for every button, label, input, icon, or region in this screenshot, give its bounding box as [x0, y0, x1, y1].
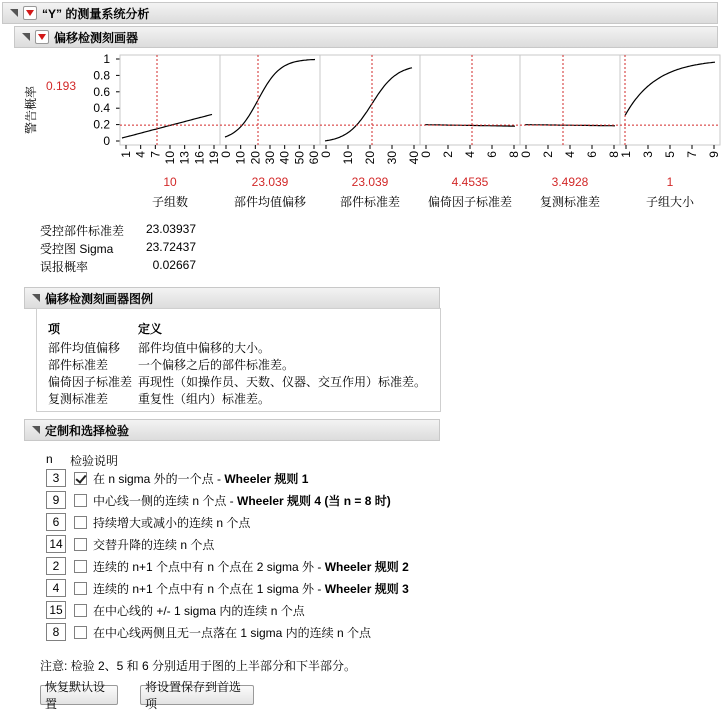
- test-description: 交替升降的连续 n 个点: [93, 537, 215, 552]
- stat-value: 23.72437: [145, 240, 196, 254]
- test-checkbox[interactable]: [74, 516, 87, 529]
- report-title: “Y” 的测量系统分析: [42, 6, 150, 21]
- tests-col-n: n: [46, 452, 53, 466]
- x-tick-label: 13: [177, 151, 192, 165]
- factor-label: 子组大小: [645, 195, 694, 209]
- test-description: 在 n sigma 外的一个点 -: [93, 471, 225, 486]
- x-tick-label: 5: [663, 151, 677, 158]
- x-tick-label: 8: [607, 151, 621, 158]
- x-tick-label: 3: [641, 151, 655, 158]
- x-tick-label: 20: [363, 151, 377, 165]
- test-row: [46, 513, 250, 531]
- stat-row: [40, 222, 220, 240]
- collapse-triangle-icon[interactable]: [31, 293, 41, 303]
- x-tick-label: 9: [707, 151, 721, 158]
- test-rule-name: Wheeler 规则 3: [324, 581, 409, 596]
- legend-item: 部件标准差: [48, 358, 109, 372]
- collapse-triangle-icon[interactable]: [31, 425, 41, 435]
- x-tick-label: 20: [248, 151, 263, 165]
- x-tick-label: 0: [519, 151, 533, 158]
- x-tick-label: 2: [541, 151, 555, 158]
- stat-row: [40, 240, 220, 258]
- collapse-triangle-icon[interactable]: [9, 8, 19, 18]
- test-row: [46, 579, 409, 597]
- y-current-value: 0.193: [46, 79, 77, 93]
- factor-value[interactable]: 4.4535: [451, 175, 489, 189]
- stat-value: 0.02667: [152, 258, 196, 272]
- legend-title: 偏移检测刻画器图例: [45, 291, 154, 306]
- test-n-input[interactable]: 14: [46, 535, 66, 553]
- legend-item: 部件均值偏移: [48, 341, 121, 355]
- test-description: 持续增大或减小的连续 n 个点: [93, 515, 251, 530]
- stat-label: 误报概率: [40, 260, 89, 274]
- x-tick-label: 30: [263, 151, 277, 165]
- test-description: 在中心线的 +/- 1 sigma 内的连续 n 个点: [93, 603, 305, 618]
- test-n-input[interactable]: 15: [46, 601, 66, 619]
- x-tick-label: 50: [292, 151, 307, 165]
- test-rule-name: Wheeler 规则 1: [224, 471, 309, 486]
- legend-item: 偏倚因子标准差: [48, 375, 133, 389]
- test-description: 连续的 n+1 个点中有 n 个点在 2 sigma 外 -: [93, 559, 325, 574]
- factor-value[interactable]: 23.039: [351, 175, 389, 189]
- legend-definition: 一个偏移之后的部件标准差。: [138, 358, 295, 372]
- profiler-plot[interactable]: [93, 52, 722, 175]
- profiler-title: 偏移检测刻画器: [54, 30, 139, 45]
- x-tick-label: 2: [441, 151, 455, 158]
- x-tick-label: 6: [485, 151, 499, 158]
- legend-item: 复测标准差: [48, 392, 109, 406]
- test-description: 连续的 n+1 个点中有 n 个点在 1 sigma 外 -: [93, 581, 325, 596]
- test-n-input[interactable]: 4: [46, 579, 66, 597]
- y-tick-label: 0.8: [93, 68, 110, 83]
- x-tick-label: 0: [419, 151, 433, 158]
- test-checkbox[interactable]: [74, 582, 87, 595]
- test-n-input[interactable]: 9: [46, 491, 66, 509]
- save-preferences-button[interactable]: 将设置保存到首选项: [140, 685, 254, 705]
- test-n-input[interactable]: 6: [46, 513, 66, 531]
- legend-header[interactable]: [24, 287, 440, 309]
- legend-box: [36, 308, 441, 412]
- test-n-input[interactable]: 8: [46, 623, 66, 641]
- x-tick-label: 40: [407, 151, 421, 165]
- test-description: 中心线一侧的连续 n 个点 -: [93, 493, 238, 508]
- test-row: [46, 469, 308, 487]
- report-header[interactable]: [2, 2, 718, 24]
- profiler-panel: [320, 55, 420, 145]
- tests-col-desc: 检验说明: [70, 454, 119, 468]
- test-checkbox[interactable]: [74, 472, 87, 485]
- x-tick-label: 0: [319, 151, 333, 158]
- test-row: [46, 535, 214, 553]
- tests-title: 定制和选择检验: [45, 423, 130, 438]
- y-tick-label: 0: [103, 134, 110, 148]
- x-tick-label: 0: [219, 151, 233, 158]
- legend-definition: 部件均值中偏移的大小。: [138, 341, 271, 355]
- legend-col-def: 定义: [138, 322, 163, 336]
- collapse-triangle-icon[interactable]: [21, 32, 31, 42]
- x-tick-label: 6: [585, 151, 599, 158]
- test-checkbox[interactable]: [74, 560, 87, 573]
- x-tick-label: 1: [619, 151, 633, 158]
- x-tick-label: 4: [563, 151, 577, 158]
- y-axis-label: [18, 82, 46, 142]
- test-n-input[interactable]: 3: [46, 469, 66, 487]
- tests-header[interactable]: [24, 419, 440, 441]
- x-tick-label: 60: [307, 151, 321, 165]
- x-tick-label: 19: [207, 151, 221, 165]
- y-tick-label: 0.2: [93, 117, 110, 132]
- legend-col-item: 项: [48, 322, 61, 336]
- red-triangle-menu-icon[interactable]: [23, 6, 37, 20]
- y-tick-label: 0.6: [93, 84, 110, 99]
- factor-label: 子组数: [151, 195, 188, 209]
- legend-definition: 重复性（组内）标准差。: [138, 392, 271, 406]
- stat-label: 受控部件标准差: [40, 224, 125, 238]
- x-tick-label: 30: [385, 151, 399, 165]
- factor-value[interactable]: 23.039: [251, 175, 289, 189]
- tests-note: 注意: 检验 2、5 和 6 分别适用于图的上半部分和下半部分。: [40, 659, 357, 673]
- x-tick-label: 1: [119, 151, 133, 158]
- x-tick-label: 4: [133, 151, 148, 158]
- y-axis-label-text: 警告概率: [24, 85, 38, 134]
- y-tick-label: 0.4: [93, 101, 110, 116]
- x-tick-label: 10: [163, 151, 177, 165]
- stat-value: 23.03937: [145, 222, 196, 236]
- test-checkbox[interactable]: [74, 494, 87, 507]
- red-triangle-menu-icon[interactable]: [35, 30, 49, 44]
- reset-defaults-button[interactable]: 恢复默认设置: [40, 685, 118, 705]
- factor-value[interactable]: 10: [163, 175, 177, 189]
- test-row: [46, 491, 391, 509]
- factor-label: 偏倚因子标准差: [427, 195, 512, 209]
- x-tick-label: 16: [192, 151, 207, 165]
- profiler-header[interactable]: [14, 26, 718, 48]
- test-row: [46, 557, 409, 575]
- test-n-input[interactable]: 2: [46, 557, 66, 575]
- x-tick-label: 7: [148, 151, 163, 158]
- test-rule-name: Wheeler 规则 2: [324, 559, 409, 574]
- factor-value[interactable]: 3.4928: [551, 175, 589, 189]
- stat-label: 受控图 Sigma: [40, 242, 114, 256]
- test-row: [46, 623, 371, 641]
- x-tick-label: 4: [463, 151, 477, 158]
- x-tick-label: 8: [507, 151, 521, 158]
- factor-label: 部件标准差: [339, 195, 400, 209]
- profiler-panel: [520, 55, 620, 145]
- profiler-panel: [420, 55, 520, 145]
- y-tick-label: 1: [103, 52, 110, 66]
- test-checkbox[interactable]: [74, 538, 87, 551]
- factor-value[interactable]: 1: [666, 175, 674, 189]
- test-description: 在中心线两侧且无一点落在 1 sigma 内的连续 n 个点: [93, 625, 372, 640]
- stat-row: [40, 258, 220, 276]
- test-rule-name: Wheeler 规则 4 (当 n = 8 时): [237, 493, 391, 508]
- profiler-panel: [120, 55, 220, 145]
- test-row: [46, 601, 305, 619]
- x-tick-label: 10: [233, 151, 248, 165]
- x-tick-label: 10: [341, 151, 355, 165]
- legend-definition: 再现性（如操作员、天数、仪器、交互作用）标准差。: [138, 375, 427, 389]
- x-tick-label: 7: [685, 151, 699, 158]
- test-checkbox[interactable]: [74, 604, 87, 617]
- test-checkbox[interactable]: [74, 626, 87, 639]
- factor-label: 部件均值偏移: [233, 195, 306, 209]
- stats-table: [40, 222, 220, 276]
- x-tick-label: 40: [277, 151, 292, 165]
- factor-label: 复测标准差: [539, 195, 600, 209]
